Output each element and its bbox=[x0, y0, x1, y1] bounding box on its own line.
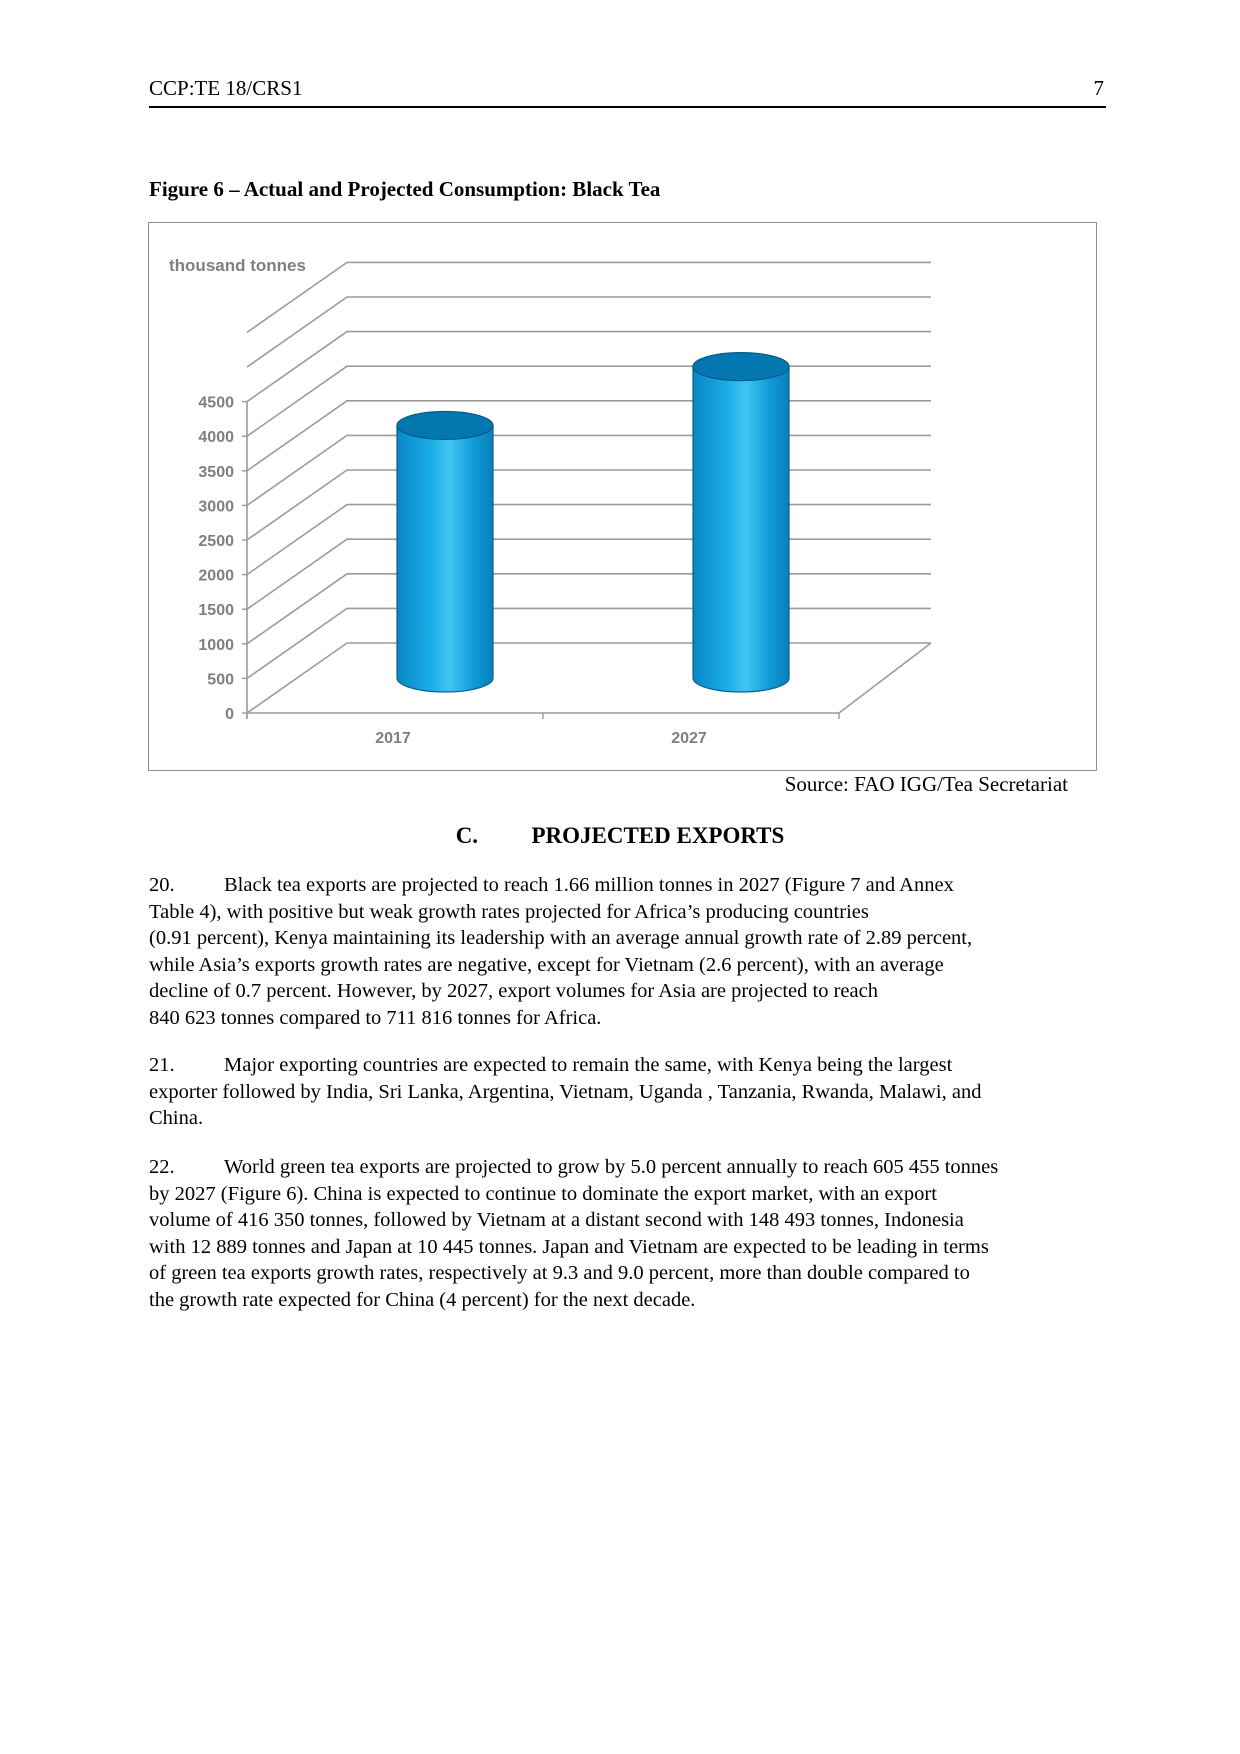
y-tick-label: 500 bbox=[207, 671, 234, 689]
paragraph-number: 21. bbox=[149, 1054, 175, 1076]
paragraph-line: (0.91 percent), Kenya maintaining its leadership with an average annual growth rate of 2.89 percent, bbox=[149, 927, 973, 950]
y-tick-label: 4000 bbox=[198, 429, 234, 447]
paragraph-20 bbox=[149, 872, 1104, 1032]
paragraph-line: exporter followed by India, Sri Lanka, Argentina, Vietnam, Uganda , Tanzania, Rwanda, Malawi, and bbox=[149, 1080, 982, 1103]
bar-2027 bbox=[693, 353, 789, 692]
bar-top bbox=[693, 353, 789, 381]
gridline bbox=[247, 643, 931, 713]
y-tick-label: 4500 bbox=[198, 394, 234, 412]
figure-source: Source: FAO IGG/Tea Secretariat bbox=[784, 772, 1068, 796]
paragraph-line: China. bbox=[149, 1107, 204, 1130]
paragraph-line: 840 623 tonnes compared to 711 816 tonnes for Africa. bbox=[149, 1006, 602, 1029]
paragraph-line: 22. World green tea exports are projected to grow by 5.0 percent annually to reach 605 455 tonnes bbox=[149, 1154, 1104, 1181]
y-tick-label: 2000 bbox=[198, 567, 234, 585]
paragraph-line: with 12 889 tonnes and Japan at 10 445 tonnes. Japan and Vietnam are expected to be leading in terms bbox=[149, 1235, 989, 1258]
paragraph-line: 20. Black tea exports are projected to reach 1.66 million tonnes in 2027 (Figure 7 and Annex bbox=[149, 872, 1104, 899]
consumption-chart bbox=[149, 223, 1096, 770]
x-category-label: 2017 bbox=[375, 730, 411, 747]
chart-frame bbox=[148, 222, 1097, 771]
bar-2017 bbox=[397, 411, 493, 692]
paragraph-line: of green tea exports growth rates, respectively at 9.3 and 9.0 percent, more than double compared to bbox=[149, 1262, 970, 1285]
page-number: 7 bbox=[1093, 76, 1104, 100]
x-category-label: 2027 bbox=[671, 730, 707, 747]
y-tick-label: 1500 bbox=[198, 602, 234, 620]
bar-body bbox=[397, 425, 493, 692]
paragraph-line: 21. Major exporting countries are expected to remain the same, with Kenya being the largest bbox=[149, 1052, 1104, 1079]
y-tick-label: 0 bbox=[225, 706, 234, 723]
section-heading bbox=[0, 823, 1240, 849]
bar-body bbox=[693, 367, 789, 692]
y-tick-label: 3500 bbox=[198, 463, 234, 481]
section-letter: C. bbox=[455, 823, 479, 848]
paragraph-line: decline of 0.7 percent. However, by 2027, export volumes for Asia are projected to reach bbox=[149, 980, 878, 1003]
chart-floor bbox=[247, 643, 931, 713]
y-axis-label: thousand tonnes bbox=[169, 256, 306, 275]
page-header bbox=[149, 76, 1106, 108]
bar-top bbox=[397, 411, 493, 439]
paragraph-22 bbox=[149, 1154, 1104, 1314]
paragraph-line: the growth rate expected for China (4 percent) for the next decade. bbox=[149, 1288, 696, 1311]
paragraph-line: while Asia’s exports growth rates are negative, except for Vietnam (2.6 percent), with an average bbox=[149, 953, 944, 976]
paragraph-number: 20. bbox=[149, 874, 175, 896]
paragraph-line: volume of 416 350 tonnes, followed by Vietnam at a distant second with 148 493 tonnes, Indonesia bbox=[149, 1209, 964, 1232]
document-code: CCP:TE 18/CRS1 bbox=[149, 76, 303, 100]
y-tick-label: 3000 bbox=[198, 498, 234, 516]
y-tick-label: 2500 bbox=[198, 533, 234, 550]
y-tick-label: 1000 bbox=[198, 636, 234, 654]
paragraph-number: 22. bbox=[149, 1156, 175, 1178]
paragraph-21 bbox=[149, 1052, 1104, 1132]
paragraph-line: by 2027 (Figure 6). China is expected to continue to dominate the export market, with an export bbox=[149, 1182, 937, 1205]
section-title: PROJECTED EXPORTS bbox=[531, 823, 785, 848]
figure-title: Figure 6 – Actual and Projected Consumption: Black Tea bbox=[149, 177, 661, 201]
paragraph-line: Table 4), with positive but weak growth rates projected for Africa’s producing countries bbox=[149, 900, 869, 923]
